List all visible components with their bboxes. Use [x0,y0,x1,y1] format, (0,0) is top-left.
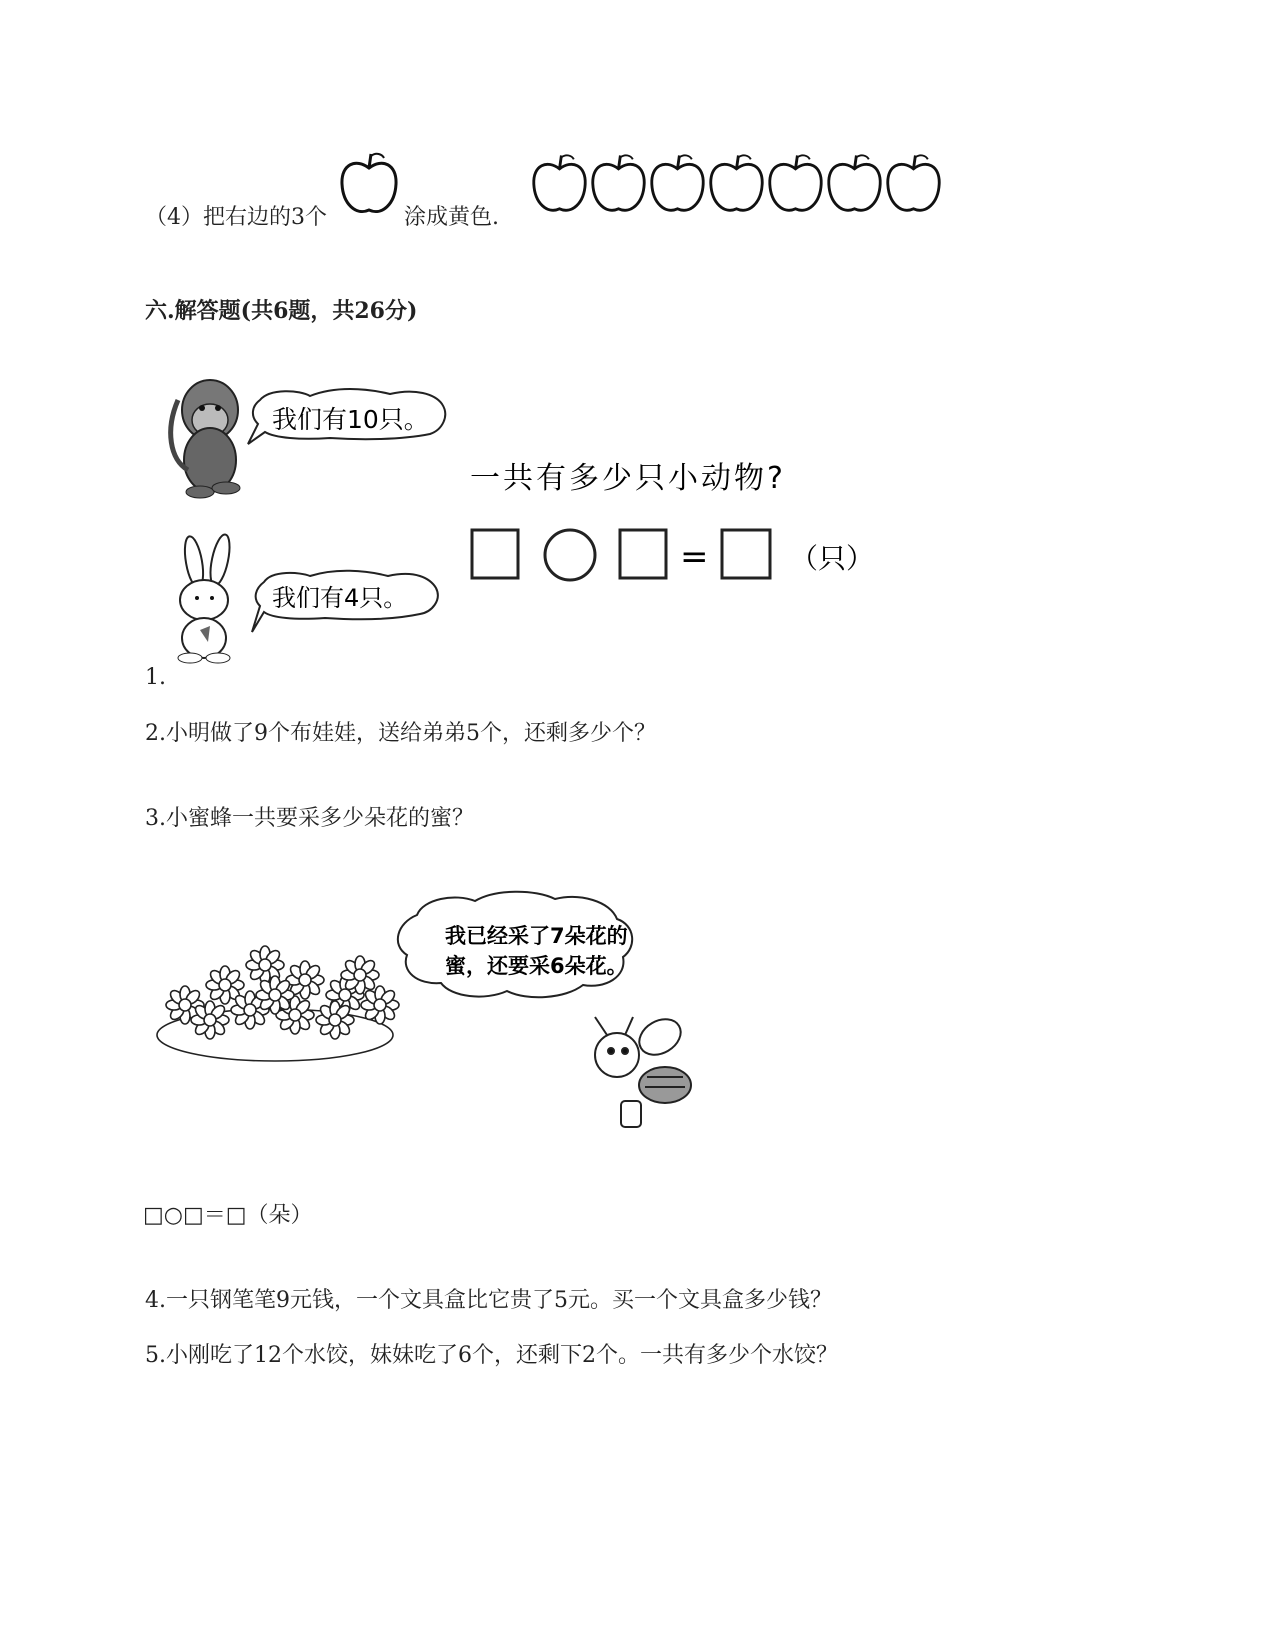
bee-flowers-figure [155,885,715,1145]
equals-sign: = [680,537,709,577]
problem-3-answer-template: □○□＝□（朵） [143,1203,313,1228]
answer-box-2 [620,530,666,578]
unit-text: （只） [790,542,875,575]
apple-icon [530,150,589,220]
answer-box-3 [722,530,770,578]
apple-row [530,150,950,220]
apple-icon [338,150,400,220]
bee-icon [595,1012,691,1127]
section-title: 六.解答题(共6题，共26分) [145,298,418,324]
flower-icon [316,1001,354,1039]
q4-text-before: （4）把右边的3个 [145,205,327,230]
flower-icon [256,976,294,1014]
flower-basket-icon [157,946,399,1061]
problem-2: 2.小明做了9个布娃娃，送给弟弟5个，还剩多少个？ [145,721,656,746]
problem-1: 1. [145,665,166,690]
problem-3: 3.小蜜蜂一共要采多少朵花的蜜？ [145,806,474,831]
answer-box-1 [472,530,518,578]
apple-icon [648,150,707,220]
flower-icon [341,956,379,994]
rabbit-icon [178,533,233,663]
question-text: 一共有多少只小动物? [470,461,786,496]
rabbit-speech: 我们有4只。 [272,584,408,612]
problem-4: 4.一只钢笔笔9元钱，一个文具盒比它贵了5元。买一个文具盒多少钱？ [145,1288,832,1313]
flower-icon [361,986,399,1024]
bee-speech-line2: 蜜，还要采6朵花。 [445,954,628,978]
q4-text-after: 涂成黄色. [404,205,499,230]
monkey-speech: 我们有10只。 [272,405,429,434]
apple-icon [884,150,943,220]
operator-circle [545,530,595,580]
apple-icon [707,150,766,220]
apple-icon [825,150,884,220]
animals-figure [160,360,890,670]
bee-speech-line1: 我已经采了7朵花的 [445,924,628,948]
problem-5: 5.小刚吃了12个水饺，妹妹吃了6个，还剩下2个。一共有多少个水饺？ [145,1343,838,1368]
apple-icon [766,150,825,220]
apple-icon [589,150,648,220]
monkey-icon [171,380,240,498]
flower-icon [191,1001,229,1039]
